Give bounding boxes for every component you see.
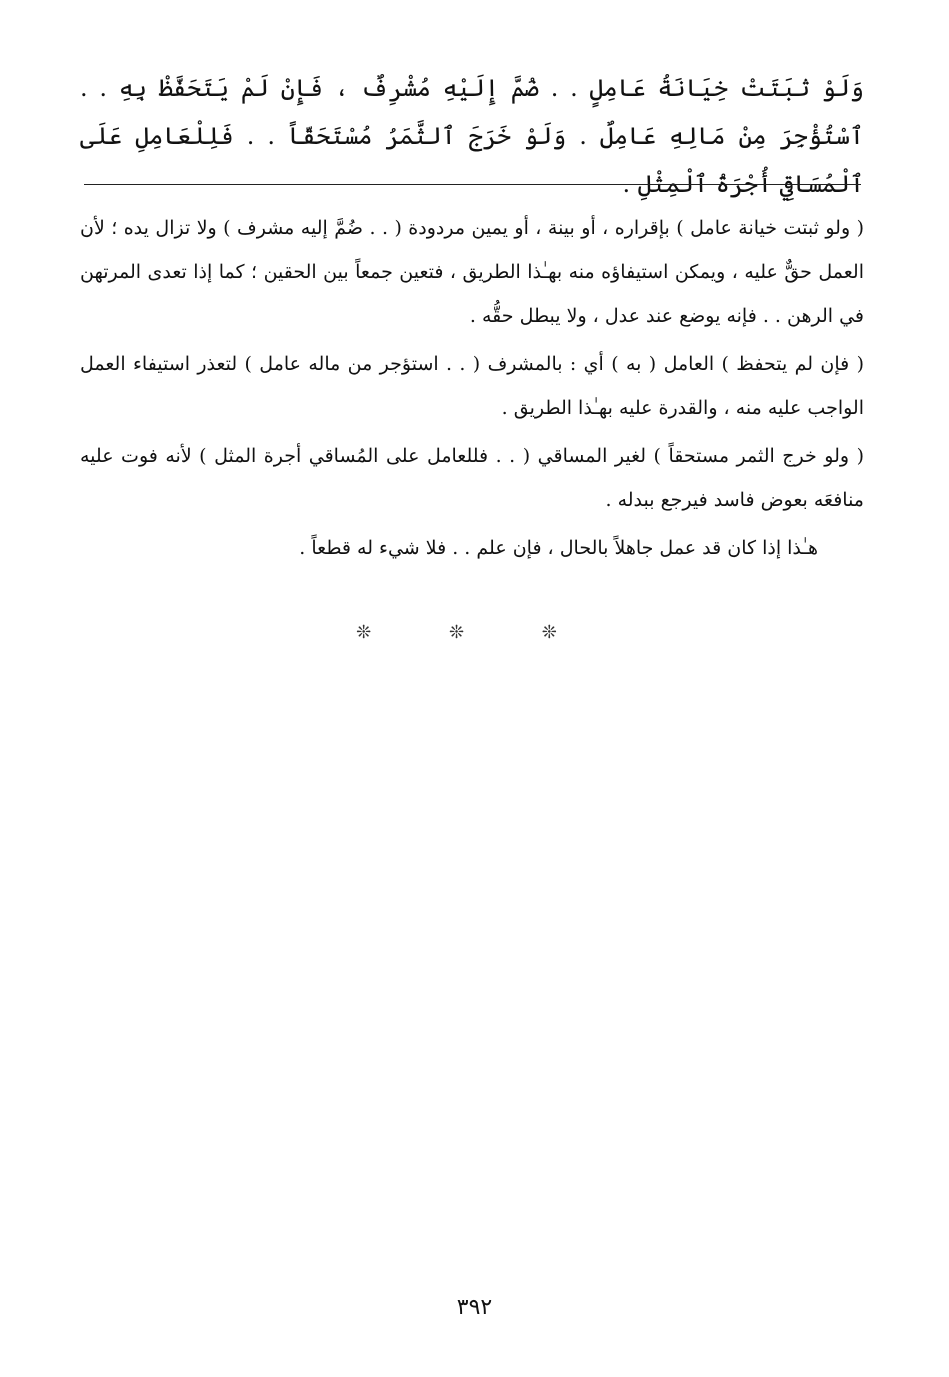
commentary xyxy=(80,206,864,574)
main-text: وَلَوْ ثبَتَتْ خِيَانَةُ عَامِلٍ . . ضُمَّ إِلَيْهِ مُشْرِفٌ ، فَإِنْ لَمْ يَتَحَفَّظْ بِهِ . . ٱسْتُؤْجِرَ مِنْ مَالِهِ عَامِلٌ . وَلَوْ خَرَجَ ٱلثَّمَرُ مُسْتَحَقّاً . . فَلِلْعَامِلِ عَلَى ٱلْمُسَاقِي أُجْرَةُ ٱلْمِثْلِ . xyxy=(80,74,864,198)
commentary-paragraph-1: ( ولو ثبتت خيانة عامل ) بإقراره ، أو بينة ، أو يمين مردودة ( . . ضُمَّ إليه مشرف ) ولا تزال يده ؛ لأن العمل حقٌّ عليه ، ويمكن استيفاؤه منه بهـٰذا الطريق ، فتعين جمعاً بين الحقين ؛ كما إذا تعدى المرتهن في الرهن . . فإنه يوضع عند عدل ، ولا يبطل حقُّه . xyxy=(80,217,864,327)
section-separator-stars: ❊ ❊ ❊ xyxy=(356,622,593,643)
commentary-paragraph-2: ( فإن لم يتحفظ ) العامل ( به ) أي : بالمشرف ( . . استؤجر من ماله عامل ) لتعذر استيفاء العمل الواجب عليه منه ، والقدرة عليه بهـٰذا الطريق . xyxy=(80,353,864,419)
page-number: ٣٩٢ xyxy=(456,1295,493,1320)
commentary-paragraph-4: هـٰذا إذا كان قد عمل جاهلاً بالحال ، فإن علم . . فلا شيء له قطعاً . xyxy=(299,537,818,559)
commentary-paragraph-3: ( ولو خرج الثمر مستحقاً ) لغير المساقي ( . . فللعامل على المُساقي أجرة المثل ) لأنه فوت عليه منافعَه بعوض فاسد فيرجع ببدله . xyxy=(80,445,864,511)
divider-line xyxy=(84,184,861,185)
